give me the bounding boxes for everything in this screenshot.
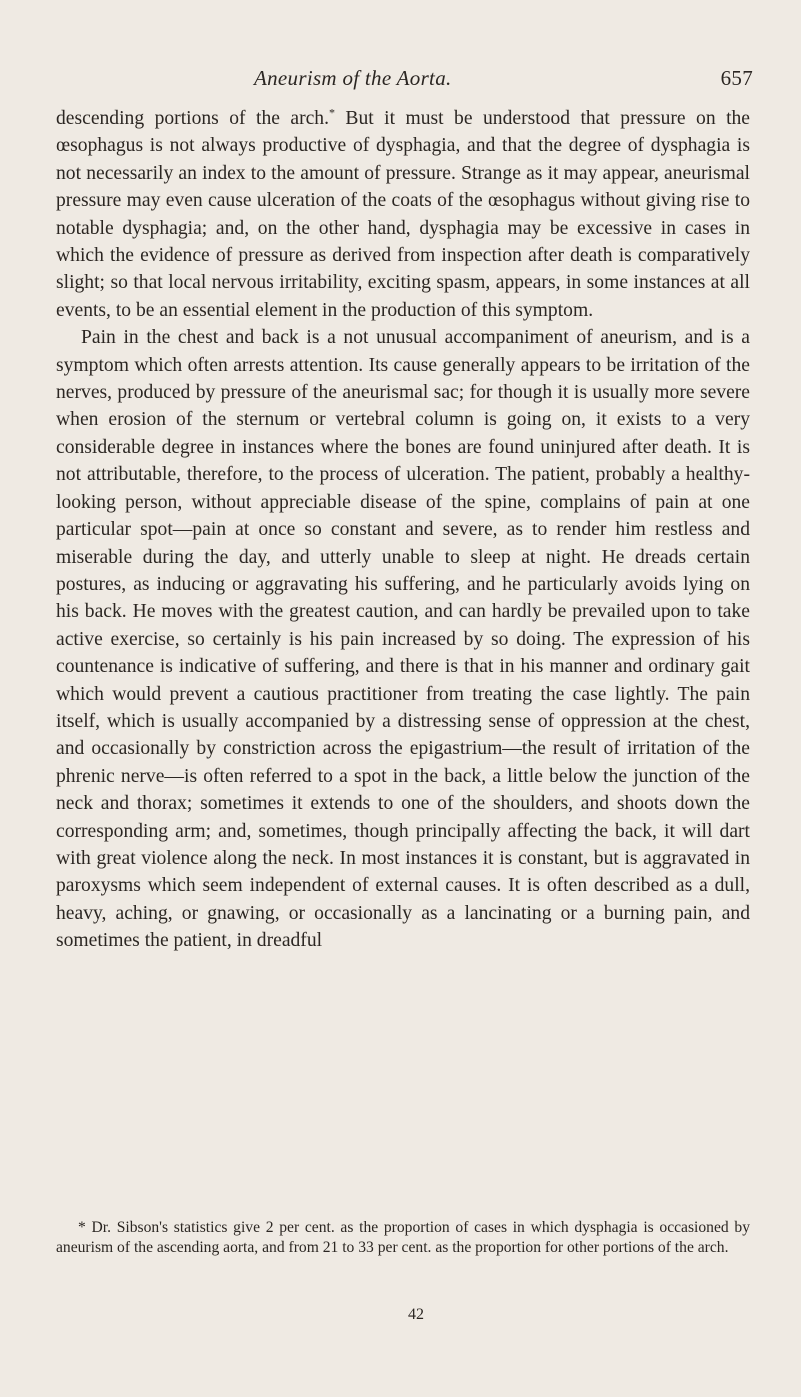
running-title: Aneurism of the Aorta. [254,66,452,90]
footnote: * Dr. Sibson's statistics give 2 per cent. as the proportion of cases in which dysphagia is occasioned by aneurism of the ascending aorta, and from 21 to 33 per cent. as the proportion for other portions of the arch. [56,1219,750,1256]
paragraph-2: Pain in the chest and back is a not unusual accompaniment of aneurism, and is a symptom which often arrests attention. Its cause generally appears to be irritation of the nerves, produced by pressure of the aneurismal sac; for though it is usually more severe when erosion of the sternum or vertebral column is going on, it exists to a very considerable degree in instances where the bones are found uninjured after death. It is not attributable, therefore, to the process of ulceration. The patient, probably a healthy-looking person, without appreciable disease of the spine, complains of pain at one particular spot—pain at once so constant and severe, as to render him restless and miserable during the day, and utterly unable to sleep at night. He dreads certain postures, as inducing or aggravating his suffering, and he particularly avoids lying on his back. He moves with the greatest caution, and can hardly be prevailed upon to take active exercise, so certainly is his pain increased by so doing. The expression of his countenance is indicative of suffering, and there is that in his manner and ordinary gait which would prevent a cautious practitioner from treating the case lightly. The pain itself, which is usually accompanied by a distressing sense of oppression at the chest, and occasionally by constriction across the epigastrium—the result of irritation of the phrenic nerve—is often referred to a spot in the back, a little below the junction of the neck and thorax; sometimes it extends to one of the shoulders, and shoots down the corresponding arm; and, sometimes, though principally affecting the back, it will dart with great violence along the neck. In most instances it is constant, but is aggravated in paroxysms which seem independent of external causes. It is often described as a dull, heavy, aching, or gnawing, or occasionally as a lancinating or a burning pain, and sometimes the patient, in dreadful [56,327,750,952]
running-head [254,66,753,96]
footnote-reference: * [329,105,335,120]
page-number: 657 [720,66,753,90]
paragraph-1-continuation: But it must be understood that pressure on the œsophagus is not always productive of dysphagia, and that the degree of dysphagia is not necessarily an index to the amount of pressure. Strange as it may appear, aneurismal pressure may even cause ulceration of the coats of the œsophagus without giving rise to notable dysphagia; and, on the other hand, dysphagia may be excessive in cases in which the evidence of pressure as derived from inspection after death is comparatively slight; so that local nervous irritability, exciting spasm, appears, in some instances at all events, to be an essential element in the production of this symptom. [56,108,750,321]
body-text [56,105,750,955]
paragraph-1 [56,105,750,324]
signature-mark: 42 [408,1306,424,1323]
paragraph-1-text: descending portions of the arch. [56,108,329,129]
